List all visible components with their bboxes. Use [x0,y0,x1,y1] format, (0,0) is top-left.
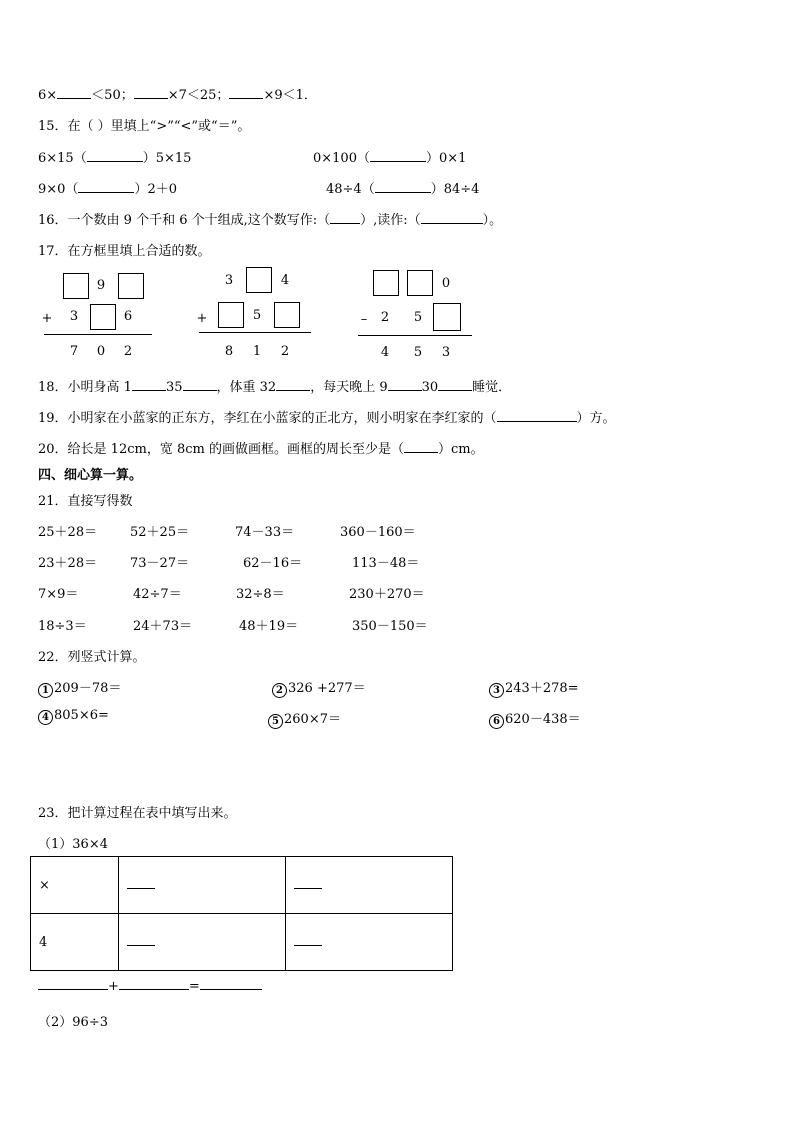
q19 [38,407,616,426]
multiply-sign: × [39,877,50,893]
result-digit: 2 [123,344,133,359]
digit-box[interactable] [274,302,300,328]
digit-box[interactable] [433,303,461,331]
arith-item: 113－48＝ [352,556,420,571]
text: ，每天晚上 9 [310,380,388,395]
arith-item: 350－150＝ [352,619,428,634]
arith-item: 24＋73＝ [133,619,193,634]
digit-box[interactable] [373,270,399,296]
arith-item: 230＋270＝ [349,587,425,602]
answer-blank[interactable] [132,379,166,391]
digit: 2 [380,310,390,325]
text: 48÷4（ [326,182,375,197]
text: ）cm。 [437,442,484,457]
circled-number: 1 [38,683,53,698]
digit: 9 [96,278,106,293]
table-cell [31,857,119,914]
answer-blank[interactable] [497,410,577,422]
digit-box[interactable] [118,273,144,299]
result-digit: 5 [413,345,423,360]
q22-item-6 [489,708,581,729]
text: ）84÷4 [430,182,480,197]
q21-title: 21．直接写得数 [38,494,133,509]
answer-blank[interactable] [229,87,263,99]
digit: 5 [413,310,423,325]
digit-box[interactable] [90,304,116,330]
text: 30 [421,380,439,395]
digit: 0 [441,276,451,291]
answer-blank[interactable] [87,150,143,162]
table-cell[interactable] [285,914,452,971]
text: 6× [38,88,58,103]
text: 20．给长是 12cm，宽 8cm 的画做画框。画框的周长至少是（ [38,442,404,457]
answer-blank[interactable] [421,212,483,224]
result-digit: 4 [380,345,390,360]
answer-blank[interactable] [404,441,438,453]
text: ）0×1 [425,151,467,166]
q18 [38,376,511,395]
top-inequalities-line [38,84,317,103]
result-digit: 7 [69,344,79,359]
q15-title: 15．在（ ）里填上“>”“<”或“＝”。 [38,119,251,134]
section-heading: 四、细心算一算。 [38,468,143,483]
text: 18．小明身高 1 [38,380,132,395]
text: 805×6= [54,708,109,723]
arith-item: 23＋28＝ [38,556,98,571]
text: 19．小明家在小蓝家的正东方，李红在小蓝家的正北方，则小明家在李红家的（ [38,411,497,426]
difference-line [358,335,472,336]
minus-sign: – [360,312,368,327]
arith-item: 32÷8＝ [236,587,285,602]
arith-item: 42÷7＝ [133,587,182,602]
digit: 3 [224,273,234,288]
digit: 6 [123,309,133,324]
arith-item: 48＋19＝ [239,619,299,634]
q23-sub-2: （2）96÷3 [38,1015,108,1030]
answer-blank[interactable] [134,87,168,99]
arith-item: 7×9＝ [38,587,79,602]
result-digit: 0 [96,344,106,359]
q22-item-4 [38,708,109,725]
circled-number: 2 [272,683,287,698]
plus-sign: + [41,311,53,326]
text: ）2＋0 [134,182,177,197]
text: 16．一个数由 9 个千和 6 个十组成,这个数写作:（ [38,213,331,228]
digit: 3 [69,309,79,324]
text: ）,读作:（ [360,213,421,228]
result-digit: 2 [280,344,290,359]
text: ，体重 32 [216,380,277,395]
answer-blank[interactable] [78,181,134,193]
q15-item-a [38,147,191,166]
text: ＜50； [91,88,134,103]
sum-line [44,334,152,335]
answer-blank[interactable] [276,379,310,391]
sum-line [199,332,311,333]
digit-box[interactable] [63,273,89,299]
digit-box[interactable] [407,270,433,296]
text: 209－78＝ [54,681,122,696]
text: ×9＜1． [263,88,317,103]
plus-sign: + [196,311,208,326]
answer-blank[interactable] [127,934,155,946]
text: 620－438＝ [505,712,581,727]
answer-blank[interactable] [200,978,262,990]
q16 [38,209,502,228]
digit-box[interactable] [246,267,272,293]
q22-item-3 [489,677,579,698]
answer-blank[interactable] [375,181,431,193]
q15-item-c [38,178,177,197]
plus-sign: + [108,979,119,994]
answer-blank[interactable] [183,379,217,391]
answer-blank[interactable] [38,978,108,990]
text: ）5×15 [142,151,192,166]
q22-title: 22．列竖式计算。 [38,650,146,665]
q23-sum-line [38,978,262,994]
q23-sub-1: （1）36×4 [38,837,108,852]
text: 睡觉． [472,380,512,395]
answer-blank[interactable] [388,379,422,391]
arith-item: 52＋25＝ [130,525,190,540]
answer-blank[interactable] [119,978,189,990]
arith-item: 360－160＝ [340,525,416,540]
q20 [38,438,484,457]
digit: 5 [252,308,262,323]
q15-item-d [326,178,479,197]
answer-blank[interactable] [127,877,155,889]
text: 0×100（ [313,151,370,166]
q22-item-1 [38,677,121,698]
answer-blank[interactable] [294,877,322,889]
multiplier-value: 4 [39,934,48,950]
arith-item: 25＋28＝ [38,525,98,540]
text: 326 +277＝ [288,681,366,696]
text: 243＋278= [505,681,579,696]
text: 9×0（ [38,182,79,197]
answer-blank[interactable] [294,934,322,946]
arith-item: 74－33＝ [235,525,295,540]
table-cell[interactable] [118,857,285,914]
answer-blank[interactable] [438,379,472,391]
q15-item-b [313,147,466,166]
digit-box[interactable] [218,302,244,328]
circled-number: 3 [489,683,504,698]
result-digit: 1 [252,344,262,359]
result-digit: 8 [224,344,234,359]
arith-item: 18÷3＝ [38,619,87,634]
table-cell[interactable] [118,914,285,971]
answer-blank[interactable] [57,87,91,99]
text: 35 [165,380,183,395]
text: ）。 [482,213,503,228]
text: ）方。 [576,411,616,426]
digit: 4 [280,273,290,288]
arith-item: 73－27＝ [130,556,190,571]
text: 260×7＝ [284,712,341,727]
text: ×7＜25； [167,88,230,103]
table-cell[interactable] [285,857,452,914]
arith-item: 62－16＝ [243,556,303,571]
answer-blank[interactable] [370,150,426,162]
result-digit: 3 [441,345,451,360]
q17-title: 17．在方框里填上合适的数。 [38,244,211,259]
q22-item-2 [272,677,366,698]
circled-number: 5 [268,714,283,729]
q23-title: 23．把计算过程在表中填写出来。 [38,806,237,821]
calculation-table [30,856,453,971]
table-cell [31,914,119,971]
circled-number: 6 [489,714,504,729]
answer-blank[interactable] [330,212,360,224]
q22-item-5 [268,708,341,729]
circled-number: 4 [38,710,53,725]
equals-sign: = [188,979,200,994]
text: 6×15（ [38,151,87,166]
